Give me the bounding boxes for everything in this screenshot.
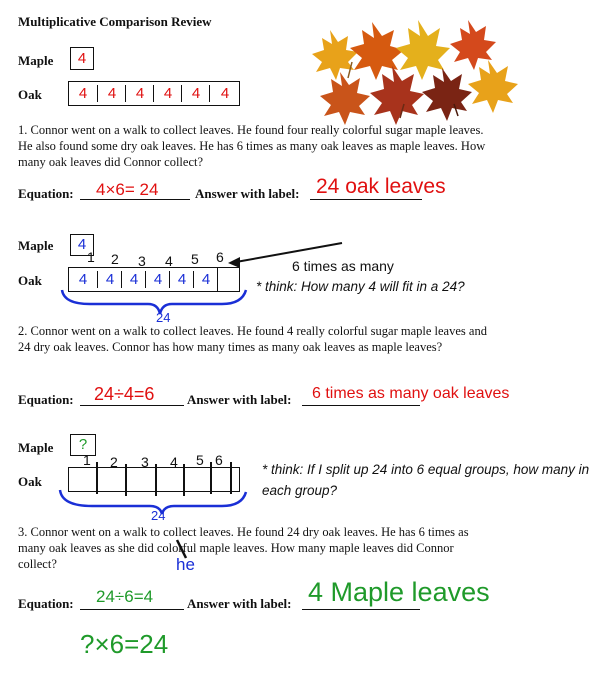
count-mark: 4 bbox=[165, 253, 173, 269]
maple-cell: ? bbox=[78, 436, 88, 453]
equation-label-2: Equation: bbox=[18, 392, 74, 407]
maple-label-1: Maple bbox=[18, 53, 54, 68]
count-mark: 6 bbox=[216, 249, 224, 265]
answer-label-3: Answer with label: bbox=[187, 596, 292, 611]
oak-cell: 4 bbox=[181, 85, 210, 102]
count-mark: 3 bbox=[141, 454, 149, 470]
oak-cell: 4 bbox=[145, 271, 170, 288]
maple-cell: 4 bbox=[77, 50, 87, 67]
count-mark: 3 bbox=[138, 253, 146, 269]
brace-total-2: 24 bbox=[156, 310, 171, 325]
question-2: 2. Connor went on a walk to collect leaves. He found 4 really colorful sugar maple leaves and 24 dry oak leaves. Connor has how many times as many oak leaves as maple leaves? bbox=[18, 324, 487, 354]
count-mark: 6 bbox=[215, 452, 223, 468]
extra-equation: ?×6=24 bbox=[80, 629, 169, 659]
page-title: Multiplicative Comparison Review bbox=[18, 14, 212, 29]
count-mark: 1 bbox=[87, 249, 95, 265]
count-mark: 5 bbox=[191, 251, 199, 267]
count-mark: 4 bbox=[170, 454, 178, 470]
oak-cell: 4 bbox=[121, 271, 146, 288]
maple-label-2: Maple bbox=[18, 238, 54, 253]
oak-label-1: Oak bbox=[18, 87, 42, 102]
count-mark: 5 bbox=[196, 452, 204, 468]
oak-cell: 4 bbox=[209, 85, 240, 102]
oak-label-3: Oak bbox=[18, 474, 42, 489]
think-note-2: * think: How many 4 will fit in a 24? bbox=[256, 279, 465, 294]
equation-label-1: Equation: bbox=[18, 186, 74, 201]
equation-answer-1: 4×6= 24 bbox=[96, 180, 159, 199]
label-answer-2: 6 times as many oak leaves bbox=[312, 385, 510, 402]
answer-label-1: Answer with label: bbox=[195, 186, 300, 201]
correction-text: he bbox=[176, 555, 195, 574]
think-note-3: * think: If I split up 24 into 6 equal groups, how many in each group? bbox=[262, 462, 590, 498]
count-mark: 2 bbox=[111, 251, 119, 267]
label-answer-3: 4 Maple leaves bbox=[308, 577, 490, 607]
oak-cell: 4 bbox=[97, 85, 126, 102]
question-3: 3. Connor went on a walk to collect leaves. He found 24 dry oak leaves. He has 6 times as many oak leaves as she did colorful maple leaves. How many maple leaves did Connor collect? bbox=[18, 525, 469, 571]
arrow-note: 6 times as many bbox=[292, 258, 394, 274]
oak-cell: 4 bbox=[97, 271, 122, 288]
answer-label-2: Answer with label: bbox=[187, 392, 292, 407]
count-mark: 1 bbox=[83, 452, 91, 468]
oak-cell: 4 bbox=[169, 271, 194, 288]
question-1: 1. Connor went on a walk to collect leaves. He found four really colorful sugar maple leaves. He also found some dry oak leaves. He has 6 times as many oak leaves as maple leaves. How many oak leaves did Connor collect? bbox=[18, 123, 486, 169]
oak-cell: 4 bbox=[153, 85, 182, 102]
oak-label-2: Oak bbox=[18, 273, 42, 288]
label-answer-1: 24 oak leaves bbox=[316, 175, 446, 198]
oak-cell: 4 bbox=[78, 271, 88, 288]
maple-label-3: Maple bbox=[18, 440, 54, 455]
equation-answer-2: 24÷4=6 bbox=[94, 384, 155, 404]
equation-label-3: Equation: bbox=[18, 596, 74, 611]
equation-answer-3: 24÷6=4 bbox=[96, 587, 154, 606]
oak-cell: 4 bbox=[78, 85, 88, 102]
oak-cell: 4 bbox=[193, 271, 218, 288]
maple-cell: 4 bbox=[77, 236, 87, 253]
brace-total-3: 24 bbox=[151, 508, 166, 523]
oak-cell: 4 bbox=[125, 85, 154, 102]
count-mark: 2 bbox=[110, 454, 118, 470]
